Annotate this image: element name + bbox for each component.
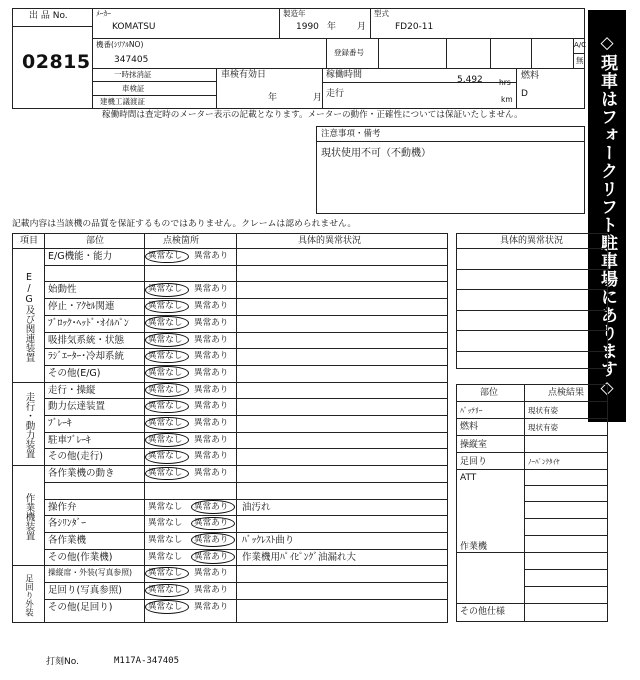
col-header-part: 部位 <box>86 236 105 246</box>
year-value: 1990 <box>296 22 319 32</box>
ok-option[interactable]: 異常なし <box>148 551 183 562</box>
section-chassis: 足回り外装 <box>23 574 34 617</box>
ng-option[interactable]: 異常あり <box>194 284 229 295</box>
row-part-label: ﾗｼﾞｴｰﾀｰ･冷却系統 <box>48 351 125 363</box>
ok-option[interactable]: 異常なし <box>148 434 183 445</box>
remarks-box <box>316 126 585 214</box>
row-detail: 作業機用ﾊﾟｲﾋﾟﾝｸﾞ油漏れ大 <box>242 551 357 563</box>
ng-option[interactable]: 異常あり <box>194 384 229 395</box>
ng-option[interactable]: 異常あり <box>194 551 229 562</box>
ng-option[interactable]: 異常あり <box>194 334 229 345</box>
ok-option[interactable]: 異常なし <box>148 367 183 378</box>
row-part-label: 操縦席・外装(写真参照) <box>48 568 133 578</box>
fuel-value: D <box>521 89 528 99</box>
ok-option[interactable]: 異常なし <box>148 418 183 428</box>
section-work: 作業機装置 <box>23 493 35 541</box>
model-value: FD20-11 <box>395 22 434 32</box>
ok-option[interactable]: 異常なし <box>148 501 183 512</box>
km-unit: km <box>501 95 513 104</box>
serial-value: 347405 <box>114 55 149 65</box>
row-part-label: 操作弁 <box>48 501 77 513</box>
ng-option[interactable]: 異常あり <box>194 351 229 362</box>
parts-header: 部位 <box>480 388 499 398</box>
ng-option[interactable]: 異常あり <box>194 501 229 512</box>
fuel-check-value: 現状有姿 <box>528 423 558 432</box>
fuel-label: 燃料 <box>521 71 540 81</box>
ng-option[interactable]: 異常あり <box>194 367 229 378</box>
quality-notice: 記載内容は当該機の品質を保証するものではありません。クレームは認められません。 <box>12 219 357 229</box>
row-part-label: その他(走行) <box>48 451 103 463</box>
ng-option[interactable]: 異常あり <box>194 251 229 261</box>
maker-label: ﾒｰｶｰ <box>96 9 111 18</box>
ng-option[interactable]: 異常あり <box>194 534 229 545</box>
foot-label: 足回り <box>460 457 488 467</box>
right-detail-table <box>456 233 608 369</box>
row-part-label: ﾌﾞﾛｯｸ･ﾍｯﾄﾞ･ｵｲﾙﾊﾟﾝ <box>48 317 129 329</box>
ac-value: 無 <box>576 56 584 65</box>
ng-option[interactable]: 異常あり <box>194 518 229 529</box>
ok-option[interactable]: 異常なし <box>148 351 183 362</box>
row-part-label: 足回り(写真参照) <box>48 585 122 596</box>
ok-option[interactable]: 異常なし <box>148 384 183 395</box>
ng-option[interactable]: 異常あり <box>194 418 229 428</box>
row-detail: 油汚れ <box>242 501 271 513</box>
hours-unit: hrs <box>499 78 511 87</box>
row-part-label: 動力伝達装置 <box>48 401 106 413</box>
col-header-item: 項目 <box>20 236 39 246</box>
vehicle-cert-label: 車検証 <box>122 84 145 93</box>
hours-notice: 稼働時間は査定時のメーター表示の記載となります。メーターの動作・正確性については保証いたしません。 <box>102 110 523 120</box>
month-unit: 月 <box>357 22 367 32</box>
ok-option[interactable]: 異常なし <box>148 284 183 295</box>
ok-option[interactable]: 異常なし <box>148 301 183 312</box>
remarks-value: 現状使用不可（不動機） <box>321 148 431 159</box>
ok-option[interactable]: 異常なし <box>148 585 183 595</box>
ac-label: A/C <box>574 41 587 49</box>
hours-value: 5,492 <box>457 75 483 85</box>
ok-option[interactable]: 異常なし <box>148 601 183 612</box>
row-part-label: その他(E/G) <box>48 367 101 379</box>
inspection-label: 車検有効日 <box>221 70 267 80</box>
battery-value: 現状有姿 <box>528 406 558 415</box>
year-unit: 年 <box>327 22 337 32</box>
location-banner: ◇現車はフォークリフト駐車場にあります◇ <box>588 10 626 422</box>
maker-value: KOMATSU <box>112 22 156 32</box>
col-header-check: 点検箇所 <box>163 236 200 246</box>
ok-option[interactable]: 異常なし <box>148 451 183 462</box>
work-cert-label: 建機工議渡証 <box>100 97 145 106</box>
serial-label: 機番(ｼﾘｱﾙNO) <box>96 40 144 49</box>
row-part-label: 走行・操縦 <box>48 384 96 396</box>
ok-option[interactable]: 異常なし <box>148 251 183 261</box>
row-part-label: E/G機能・能力 <box>48 251 113 262</box>
ng-option[interactable]: 異常あり <box>194 434 229 445</box>
inspection-year-unit: 年 <box>268 93 278 103</box>
row-part-label: 駐車ﾌﾞﾚｰｷ <box>48 434 91 446</box>
section-drive: 走行・動力装置 <box>23 392 35 459</box>
ng-option[interactable]: 異常あり <box>194 468 229 479</box>
cab-label: 操縦室 <box>460 440 488 450</box>
ng-option[interactable]: 異常あり <box>194 601 229 612</box>
battery-label: ﾊﾞｯﾃﾘｰ <box>460 406 483 415</box>
ok-option[interactable]: 異常なし <box>148 518 183 529</box>
row-part-label: 始動性 <box>48 284 77 296</box>
row-part-label: 吸排気系統・状態 <box>48 334 125 346</box>
remarks-label: 注意事項・備考 <box>321 129 381 139</box>
temp-cert-label: 一時抹消証 <box>114 70 152 79</box>
other-spec-label: その他仕様 <box>460 607 506 617</box>
col-header-detail: 具体的異常状況 <box>298 236 362 246</box>
row-part-label: 各作業機の動き <box>48 468 115 480</box>
stamp-value: M117A-347405 <box>114 656 180 666</box>
lot-label: 出 品 No. <box>29 11 68 21</box>
row-part-label: その他(作業機) <box>48 551 113 563</box>
ok-option[interactable]: 異常なし <box>148 401 183 412</box>
ok-option[interactable]: 異常なし <box>148 568 183 579</box>
ng-option[interactable]: 異常あり <box>194 317 229 328</box>
lot-number: 02815 <box>22 51 91 73</box>
stamp-label: 打刻No. <box>46 657 79 667</box>
fuel-check-label: 燃料 <box>460 422 479 432</box>
result-header: 点検結果 <box>548 388 585 398</box>
model-label: 型式 <box>374 9 389 18</box>
row-part-label: 各作業機 <box>48 534 87 546</box>
right-detail-header: 具体的異常状況 <box>500 236 564 246</box>
ng-option[interactable]: 異常あり <box>194 568 229 579</box>
foot-value: ﾉｰﾊﾟﾝｸﾀｲﾔ <box>528 458 560 466</box>
row-part-label: 停止・ｱｸｾﾙ関連 <box>48 301 115 313</box>
att-label: ATT <box>460 473 477 483</box>
hours-label: 稼働時間 <box>326 70 363 80</box>
row-part-label: その他(足回り) <box>48 601 113 613</box>
ng-option[interactable]: 異常あり <box>194 301 229 312</box>
section-engine: E/G及び関連装置 <box>23 272 35 362</box>
inspection-month-unit: 月 <box>313 93 323 103</box>
ok-option[interactable]: 異常なし <box>148 468 183 479</box>
ok-option[interactable]: 異常なし <box>148 317 183 328</box>
registration-label: 登録番号 <box>334 48 364 57</box>
ok-option[interactable]: 異常なし <box>148 334 183 345</box>
ng-option[interactable]: 異常あり <box>194 585 229 595</box>
ng-option[interactable]: 異常あり <box>194 401 229 412</box>
ok-option[interactable]: 異常なし <box>148 534 183 545</box>
row-part-label: ﾌﾞﾚｰｷ <box>48 418 72 429</box>
work-label: 作業機 <box>460 542 488 552</box>
ng-option[interactable]: 異常あり <box>194 451 229 462</box>
year-label: 製造年 <box>283 9 306 18</box>
row-detail: ﾊﾞｯｸﾚｽﾄ曲り <box>242 534 295 546</box>
travel-label: 走行 <box>326 89 345 99</box>
row-part-label: 各ｼﾘﾝﾀﾞｰ <box>48 518 87 530</box>
